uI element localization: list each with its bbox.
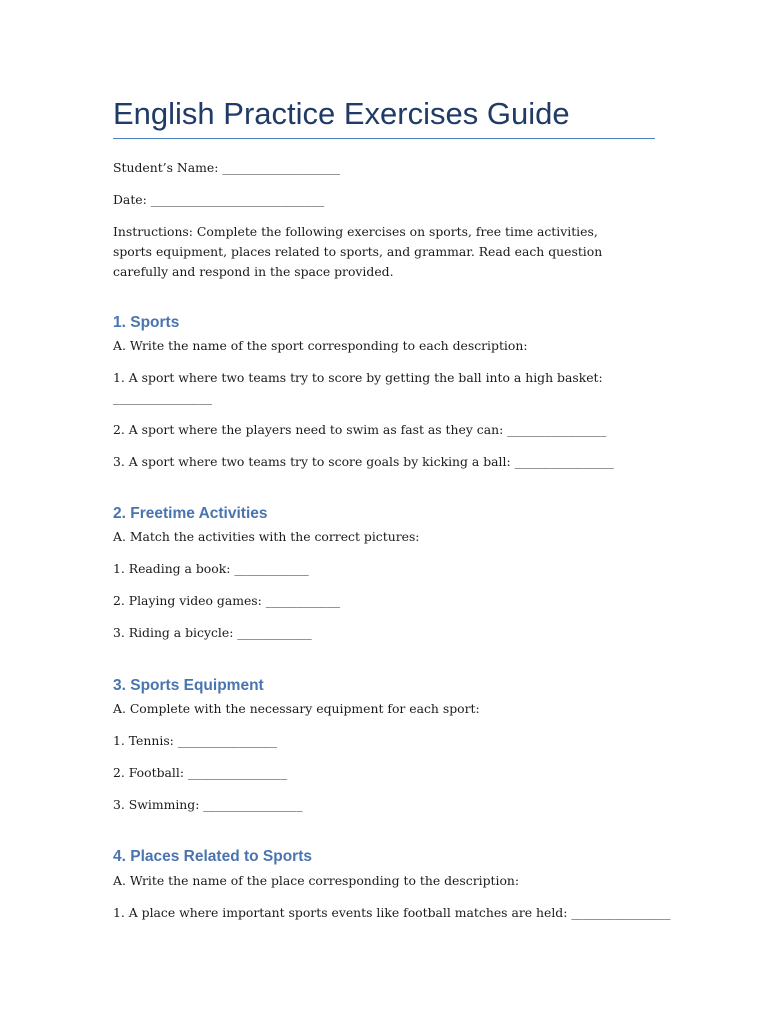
question-item: 1. Tennis: ________________	[113, 733, 277, 748]
question-item: 2. A sport where the players need to swim as fast as they can: ________________	[113, 422, 607, 437]
question-item: 3. Riding a bicycle: ____________	[113, 625, 312, 640]
section-heading-freetime-activities: 2. Freetime Activities	[113, 505, 268, 522]
section-prompt: A. Write the name of the sport corresponding to each description:	[113, 338, 528, 353]
section-prompt: A. Write the name of the place corresponding to the description:	[113, 873, 520, 888]
question-item: 3. A sport where two teams try to score goals by kicking a ball: ________________	[113, 454, 614, 469]
question-item: 2. Football: ________________	[113, 765, 288, 780]
section-prompt: A. Match the activities with the correct pictures:	[113, 529, 420, 544]
answer-blank: ________________	[113, 390, 213, 405]
question-item: 2. Playing video games: ____________	[113, 593, 341, 608]
question-item: 1. A place where important sports events like football matches are held: ________________	[113, 905, 671, 920]
section-heading-places-related-to-sports: 4. Places Related to Sports	[113, 848, 312, 865]
date-field: Date: ____________________________	[113, 192, 325, 207]
question-item: 3. Swimming: ________________	[113, 797, 303, 812]
question-item: 1. A sport where two teams try to score by getting the ball into a high basket:	[113, 370, 603, 385]
question-item: 1. Reading a book: ____________	[113, 561, 309, 576]
section-heading-sports: 1. Sports	[113, 314, 180, 331]
instructions-paragraph: Instructions: Complete the following exercises on sports, free time activities, sports equipment, places related to sports, and grammar. Read each question carefully and respond in the space provided.	[113, 224, 603, 279]
section-heading-sports-equipment: 3. Sports Equipment	[113, 677, 264, 694]
section-prompt: A. Complete with the necessary equipment for each sport:	[113, 701, 480, 716]
student-name-field: Student’s Name: ___________________	[113, 160, 341, 175]
document-title: English Practice Exercises Guide	[113, 92, 655, 139]
